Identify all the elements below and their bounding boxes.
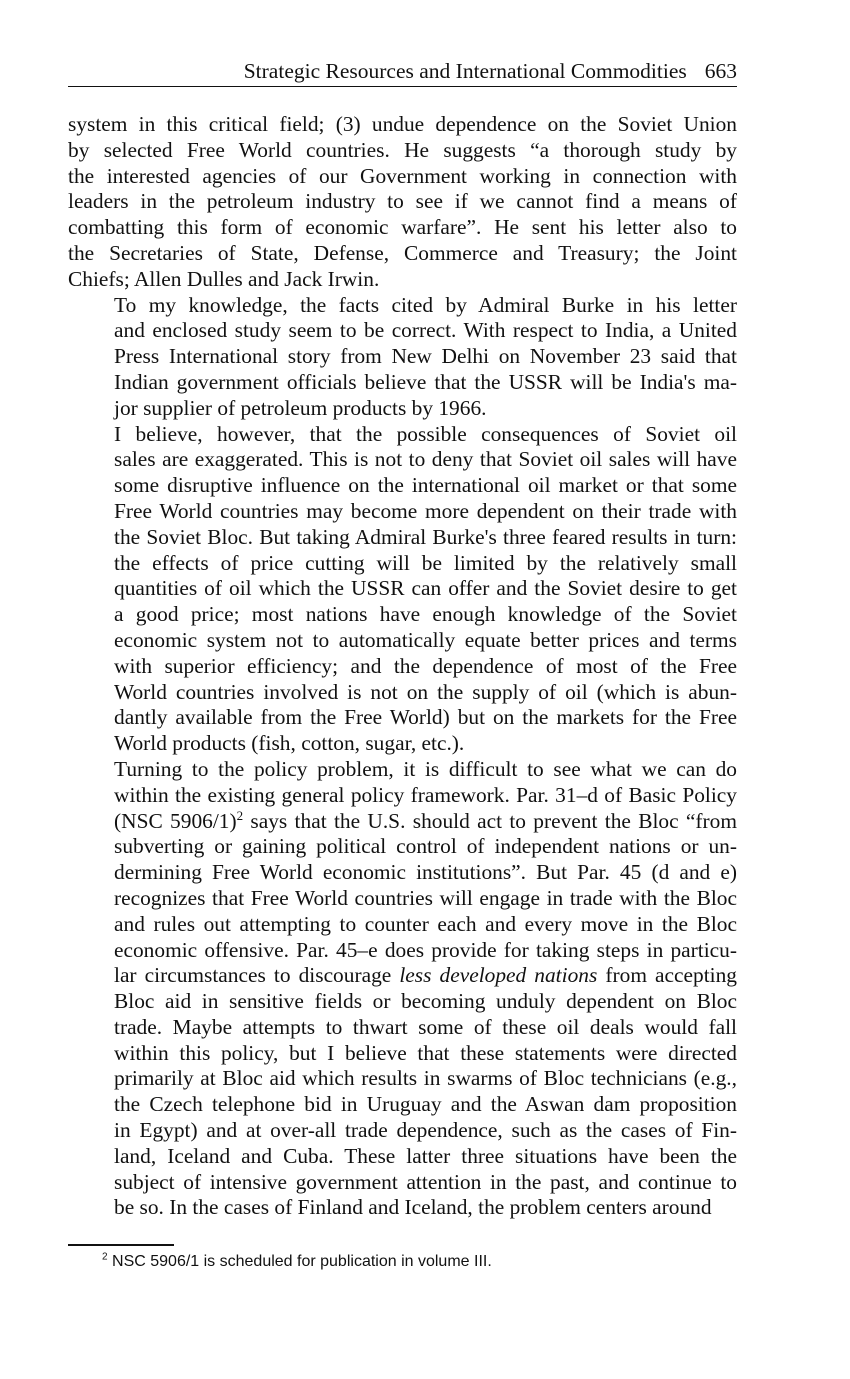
text-line: the Czech telephone bid in Uruguay and the Aswan dam proposition (114, 1092, 737, 1117)
text-line: subject of intensive government attention in the past, and continue to (114, 1169, 737, 1194)
text-line: economic offensive. Par. 45–e does provide for taking steps in particu- (114, 937, 737, 962)
text-line: the Soviet Bloc. But taking Admiral Burke's three feared results in turn: (114, 524, 737, 549)
body-paragraph (68, 112, 737, 293)
text-line: Turning to the policy problem, it is difficult to see what we can do (114, 756, 737, 781)
text-line: Chiefs; Allen Dulles and Jack Irwin. (68, 266, 380, 291)
text-line: the interested agencies of our Government working in connection with (68, 163, 737, 188)
body-paragraph (68, 422, 737, 757)
text-line: a good price; most nations have enough knowledge of the Soviet (114, 602, 737, 627)
text-line: dermining Free World economic institutions”. But Par. 45 (d and e) (114, 860, 737, 885)
text-line: with superior efficiency; and the dependence of most of the Free (114, 653, 737, 678)
text-line: in Egypt) and at over-all trade dependence, such as the cases of Fin- (114, 1118, 737, 1143)
footnote-marker: 2 (102, 1251, 108, 1263)
text-line: recognizes that Free World countries will engage in trade with the Bloc (114, 885, 737, 910)
body-paragraph (68, 293, 737, 422)
text-line: and rules out attempting to counter each and every move in the Bloc (114, 911, 737, 936)
footnote (102, 1252, 492, 1272)
body-text (68, 112, 737, 1221)
body-paragraph (68, 757, 737, 1221)
text-line: primarily at Bloc aid which results in swarms of Bloc technicians (e.g., (114, 1066, 737, 1091)
text-line: some disruptive influence on the international oil market or that some (114, 473, 737, 498)
text-line: To my knowledge, the facts cited by Admiral Burke in his letter (114, 292, 737, 317)
text-line: within the existing general policy framework. Par. 31–d of Basic Policy (114, 782, 737, 807)
footnote-rule (68, 1244, 174, 1246)
running-title: Strategic Resources and International Commodities (243, 59, 687, 83)
text-line: Press International story from New Delhi on November 23 said that (114, 344, 737, 369)
text-line: World products (fish, cotton, sugar, etc.). (114, 731, 465, 756)
text-line: leaders in the petroleum industry to see if we cannot find a means of (68, 189, 737, 214)
text-line: and enclosed study seem to be correct. With respect to India, a United (114, 318, 737, 343)
running-head (68, 58, 737, 87)
text-line: within this policy, but I believe that these statements were directed (114, 1040, 737, 1065)
text-line: Indian government officials believe that the USSR will be India's ma- (114, 369, 737, 394)
text-line: economic system not to automatically equate better prices and terms (114, 627, 737, 652)
text-line: the effects of price cutting will be limited by the relatively small (114, 550, 737, 575)
footnote-text: NSC 5906/1 is scheduled for publication in volume (112, 1253, 474, 1270)
text-line: by selected Free World countries. He suggests “a thorough study by (68, 137, 737, 162)
footnote-volume: III (474, 1253, 488, 1270)
text-line: land, Iceland and Cuba. These latter three situations have been the (114, 1143, 737, 1168)
text-line: lar circumstances to discourage less developed nations from accepting (114, 963, 737, 988)
text-line: jor supplier of petroleum products by 1966. (114, 395, 487, 420)
text-line: Free World countries may become more dependent on their trade with (114, 498, 737, 523)
text-line: be so. In the cases of Finland and Iceland, the problem centers around (114, 1195, 712, 1220)
text-line: the Secretaries of State, Defense, Commerce and Treasury; the Joint (68, 240, 737, 265)
text-line: sales are exaggerated. This is not to deny that Soviet oil sales will have (114, 447, 737, 472)
text-line: trade. Maybe attempts to thwart some of these oil deals would fall (114, 1014, 737, 1039)
text-line: dantly available from the Free World) but on the markets for the Free (114, 705, 737, 730)
text-line: subverting or gaining political control of independent nations or un- (114, 834, 737, 859)
text-line: I believe, however, that the possible consequences of Soviet oil (114, 421, 737, 446)
text-line: combatting this form of economic warfare”. He sent his letter also to (68, 215, 737, 240)
text-line: (NSC 5906/1)$^2$ says that the U.S. should act to prevent the Bloc “from (114, 807, 737, 833)
text-line: system in this critical field; (3) undue dependence on the Soviet Union (68, 112, 737, 136)
page-number: 663 (704, 59, 737, 83)
text-line: quantities of oil which the USSR can offer and the Soviet desire to get (114, 576, 737, 601)
text-line: Bloc aid in sensitive fields or becoming unduly dependent on Bloc (114, 989, 737, 1014)
footnote-end: . (487, 1253, 492, 1270)
text-line: World countries involved is not on the supply of oil (which is abun- (114, 679, 737, 704)
